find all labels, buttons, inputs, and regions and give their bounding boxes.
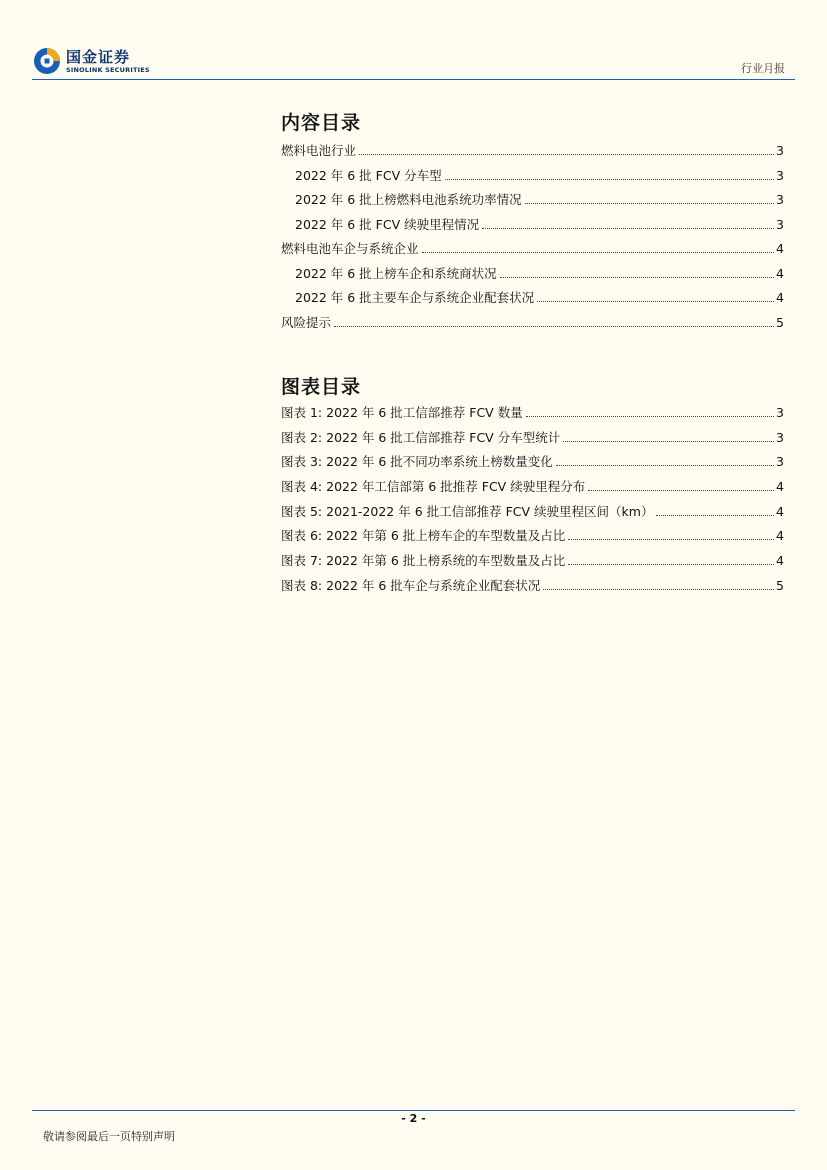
figure-entry-title: 图表 4: 2022 年工信部第 6 批推荐 FCV 续驶里程分布 xyxy=(281,479,586,495)
dot-leader xyxy=(568,564,774,565)
toc-entry-page: 4 xyxy=(776,290,784,305)
figure-entry-title: 图表 5: 2021-2022 年 6 批工信部推荐 FCV 续驶里程区间（km） xyxy=(281,503,654,519)
figure-entry-title: 图表 6: 2022 年第 6 批上榜车企的车型数量及占比 xyxy=(281,528,566,544)
toc-entry-title: 2022 年 6 批 FCV 续驶里程情况 xyxy=(295,216,480,232)
figure-entry-title: 图表 3: 2022 年 6 批不同功率系统上榜数量变化 xyxy=(281,454,553,470)
dot-leader xyxy=(563,441,774,442)
dot-leader xyxy=(656,515,774,516)
figure-entry[interactable] xyxy=(281,576,784,601)
header-divider xyxy=(32,79,795,80)
figures-list xyxy=(281,403,784,601)
dot-leader xyxy=(445,179,774,180)
toc-entry[interactable] xyxy=(281,288,784,313)
toc-entry-page: 4 xyxy=(776,265,784,281)
toc-entry[interactable] xyxy=(281,239,784,264)
figure-entry[interactable] xyxy=(281,428,784,453)
figure-entry-page: 3 xyxy=(776,454,784,470)
dot-leader xyxy=(568,539,774,540)
figure-entry-title: 图表 1: 2022 年 6 批工信部推荐 FCV 数量 xyxy=(281,405,523,420)
dot-leader xyxy=(588,490,774,491)
toc-entry-title: 2022 年 6 批主要车企与系统企业配套状况 xyxy=(295,290,535,305)
figure-entry[interactable] xyxy=(281,551,784,576)
figure-entry-page: 4 xyxy=(776,503,784,519)
figure-entry[interactable] xyxy=(281,502,784,527)
toc-entry[interactable] xyxy=(281,141,784,166)
toc-entry[interactable] xyxy=(281,215,784,240)
figure-entry-page: 4 xyxy=(776,528,784,544)
document-type: 行业月报 xyxy=(741,62,785,75)
dot-leader xyxy=(500,277,774,278)
company-logo xyxy=(32,46,150,76)
page-number: - 2 - xyxy=(401,1112,426,1125)
contents-title: 内容目录 xyxy=(281,112,362,134)
disclaimer-note: 敬请参阅最后一页特别声明 xyxy=(43,1130,175,1143)
figure-entry[interactable] xyxy=(281,403,784,428)
dot-leader xyxy=(556,465,774,466)
figure-entry[interactable] xyxy=(281,477,784,502)
figure-entry-page: 5 xyxy=(776,577,784,593)
toc-entry[interactable] xyxy=(281,264,784,289)
toc-entry[interactable] xyxy=(281,166,784,191)
dot-leader xyxy=(359,154,774,155)
toc-entry-page: 4 xyxy=(776,241,784,256)
figure-entry-title: 图表 2: 2022 年 6 批工信部推荐 FCV 分车型统计 xyxy=(281,429,561,445)
toc-entry-page: 3 xyxy=(776,216,784,232)
figure-entry-page: 3 xyxy=(776,429,784,445)
toc-entry-title: 燃料电池车企与系统企业 xyxy=(281,241,419,256)
toc-entry[interactable] xyxy=(281,190,784,215)
toc-entry[interactable] xyxy=(281,313,784,338)
dot-leader xyxy=(526,416,774,417)
logo-icon xyxy=(32,46,62,76)
figures-title: 图表目录 xyxy=(281,376,362,398)
footer-divider xyxy=(32,1110,795,1111)
toc-entry-title: 2022 年 6 批上榜燃料电池系统功率情况 xyxy=(295,192,522,207)
figure-entry-page: 4 xyxy=(776,553,784,569)
dot-leader xyxy=(482,228,774,229)
toc-entry-page: 5 xyxy=(776,314,784,330)
figure-entry[interactable] xyxy=(281,526,784,551)
figure-entry-page: 3 xyxy=(776,405,784,420)
dot-leader xyxy=(537,301,774,302)
logo-chinese-name: 国金证券 xyxy=(66,47,131,66)
contents-list xyxy=(281,141,784,337)
dot-leader xyxy=(422,252,775,253)
figure-entry[interactable] xyxy=(281,452,784,477)
dot-leader xyxy=(543,589,774,590)
toc-entry-page: 3 xyxy=(776,167,784,183)
figure-entry-page: 4 xyxy=(776,479,784,495)
dot-leader xyxy=(525,203,774,204)
toc-entry-title: 2022 年 6 批上榜车企和系统商状况 xyxy=(295,265,497,281)
toc-entry-title: 2022 年 6 批 FCV 分车型 xyxy=(295,167,442,183)
figure-entry-title: 图表 7: 2022 年第 6 批上榜系统的车型数量及占比 xyxy=(281,553,566,569)
toc-entry-title: 燃料电池行业 xyxy=(281,143,357,158)
dot-leader xyxy=(334,326,774,327)
toc-entry-title: 风险提示 xyxy=(281,314,332,330)
figure-entry-title: 图表 8: 2022 年 6 批车企与系统企业配套状况 xyxy=(281,577,541,593)
toc-entry-page: 3 xyxy=(776,192,784,207)
toc-entry-page: 3 xyxy=(776,143,784,158)
logo-english-name: SINOLINK SECURITIES xyxy=(66,65,150,74)
